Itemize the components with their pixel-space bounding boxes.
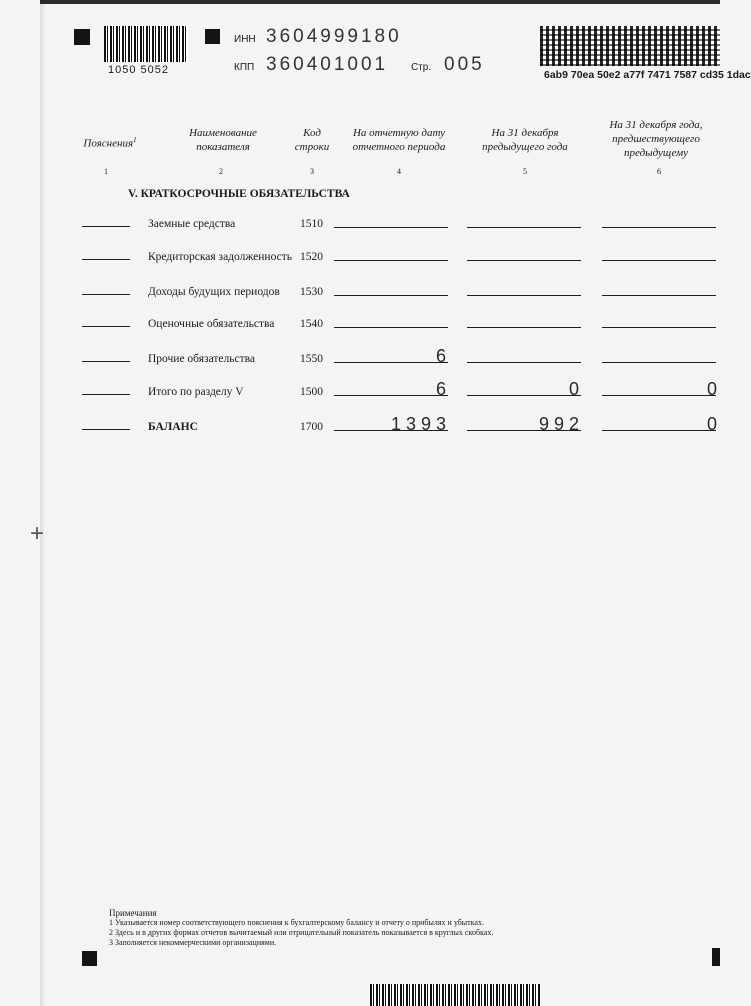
notes-cell-line [82,326,130,327]
notes-block [109,908,493,948]
value-line-prev-year [467,227,581,228]
row-label: Итого по разделу V [148,386,244,398]
barcode [104,26,188,62]
col-number-1: 1 [104,167,108,176]
note-1: 1 Указывается номер соответствующего пояснения к бухгалтерскому балансу и отчету о прибылях и убытках. [109,918,484,927]
notes-title: Примечания [109,908,157,918]
inn-value: 3604999180 [266,26,402,47]
value-line-current [334,227,448,228]
col-header-notes-text: Пояснения [83,137,134,150]
row-value-prev-year: 0 [568,379,584,399]
value-line-current [334,260,448,261]
row-value-current: 6 [435,379,451,399]
note-2: 2 Здесь и в других формах отчетов вычитаемый или отрицательный показатель показывается в круглых скобках. [109,928,494,937]
value-line-prev-year [467,260,581,261]
notes-cell-line [82,394,130,395]
value-line-current [334,327,448,328]
col-header-notes-sup: 1 [133,136,137,144]
corner-marker-top-left [74,29,90,45]
row-value-prev-prev-year: 0 [706,379,722,399]
row-value-prev-year: 992 [538,414,584,434]
row-code: 1530 [300,286,323,298]
2d-barcode [540,26,720,66]
col-header-prev-prev-year: На 31 декабря года, предшествующего предыдущему [609,119,703,159]
value-line-prev-prev-year [602,260,716,261]
note-3: 3 Заполняется некоммерческими организациями. [109,938,277,947]
col-number-2: 2 [219,167,223,176]
row-code: 1540 [300,318,323,330]
page-number: 005 [444,54,485,75]
notes-cell-line [82,294,130,295]
kpp-label: КПП [234,62,255,73]
row-value-prev-prev-year: 0 [706,414,722,434]
col-header-notes [80,133,140,151]
page-label: Стр. [411,62,432,73]
notes-cell-line [82,226,130,227]
row-label: Доходы будущих периодов [148,286,280,298]
col-header-prev-year: На 31 декабря предыдущего года [482,127,568,153]
row-value-current: 1393 [390,414,451,434]
bleed-through-text [150,550,550,850]
row-label: Прочие обязательства [148,353,256,365]
inn-label: ИНН [234,34,256,45]
col-number-5: 5 [523,167,527,176]
row-label: БАЛАНС [148,421,198,433]
row-code: 1500 [300,386,323,398]
row-code: 1550 [300,353,323,365]
value-line-prev-prev-year [602,227,716,228]
value-line-prev-prev-year [602,295,716,296]
col-header-current: На отчетную дату отчетного периода [352,127,446,153]
value-line-prev-year [467,362,581,363]
corner-marker-top-middle [205,29,220,44]
value-line-prev-year [467,327,581,328]
row-label: Оценочные обязательства [148,318,275,330]
corner-marker-bottom-right [712,948,720,966]
crop-mark: + [30,520,45,547]
col-header-indicator: Наименование показателя [189,127,257,153]
corner-marker-bottom-left [82,951,97,966]
page-spine-shadow [40,0,46,1006]
section-title: V. КРАТКОСРОЧНЫЕ ОБЯЗАТЕЛЬСТВА [128,188,350,200]
col-number-4: 4 [397,167,401,176]
col-header-code: Код строки [294,127,330,153]
value-line-prev-year [467,295,581,296]
top-edge [40,0,720,4]
value-line-prev-prev-year [602,362,716,363]
notes-cell-line [82,259,130,260]
row-value-current: 6 [435,346,451,366]
row-label: Кредиторская задолженность [148,251,292,263]
barcode-number: 1050 5052 [108,64,169,76]
row-code: 1700 [300,421,323,433]
bottom-barcode [370,984,540,1006]
notes-cell-line [82,361,130,362]
col-number-3: 3 [310,167,314,176]
notes-cell-line [82,429,130,430]
value-line-current [334,295,448,296]
row-code: 1510 [300,218,323,230]
value-line-prev-prev-year [602,327,716,328]
kpp-value: 360401001 [266,54,389,75]
row-code: 1520 [300,251,323,263]
document-hash: 6ab9 70ea 50e2 a77f 7471 7587 cd35 1dac [544,69,751,81]
row-label: Заемные средства [148,218,236,230]
col-number-6: 6 [657,167,661,176]
